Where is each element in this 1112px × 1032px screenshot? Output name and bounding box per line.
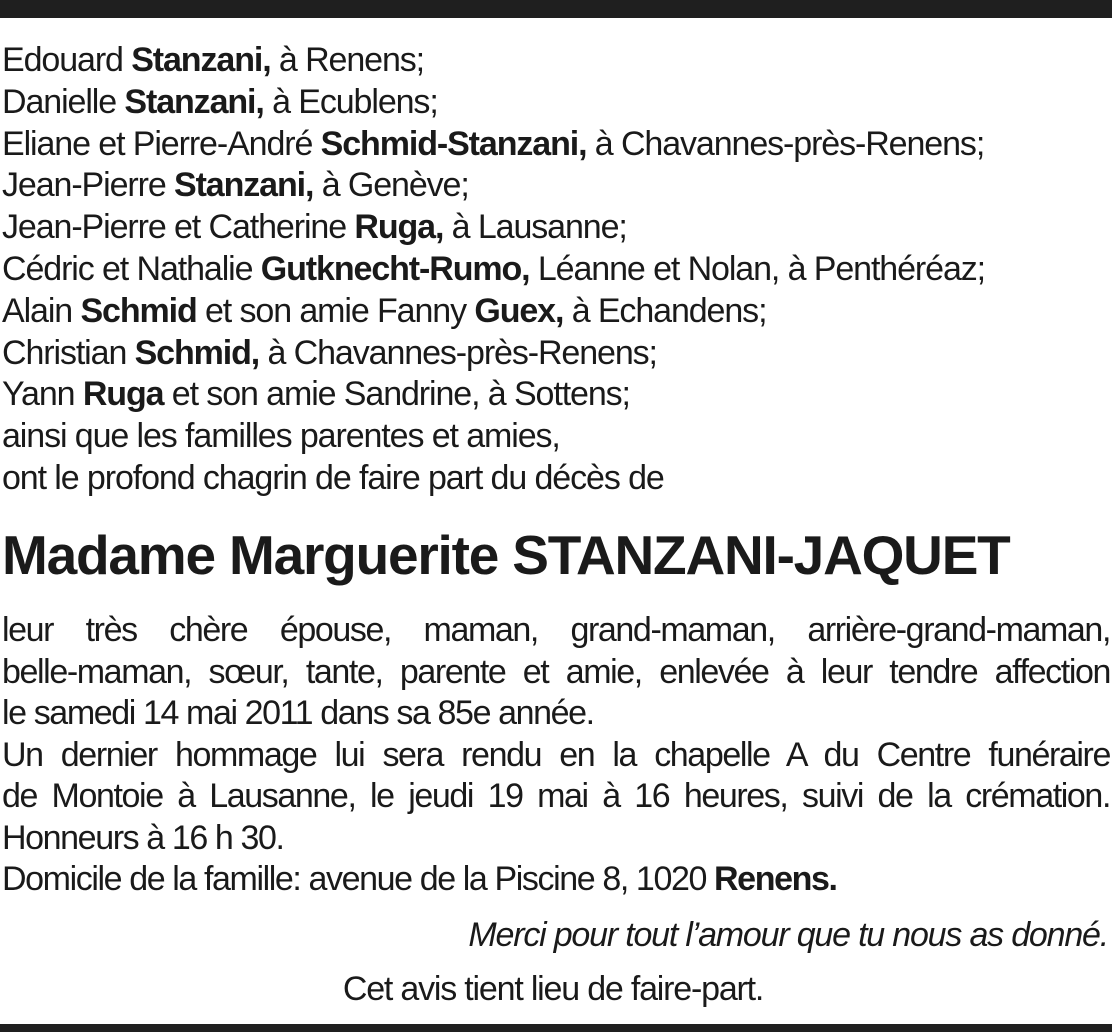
family-line-surname: Schmid-Stanzani, <box>320 124 587 163</box>
family-line-text: à Chavannes-près-Renens; <box>259 333 657 372</box>
family-line-surname: Gutknecht-Rumo, <box>260 249 530 288</box>
family-line <box>2 40 1110 82</box>
family-line-surname: Stanzani, <box>174 166 314 205</box>
notice-note <box>0 968 1112 1010</box>
family-line-text: Edouard <box>2 41 132 79</box>
body-line: Honneurs à 16 h 30. <box>2 818 284 857</box>
family-line <box>2 124 1110 166</box>
family-line-surname: Stanzani, <box>124 82 264 121</box>
deceased-name: Madame Marguerite STANZANI-JAQUET <box>2 524 1010 586</box>
family-line <box>2 458 1110 500</box>
family-line-text: à Echandens; <box>563 291 767 330</box>
notice-body <box>2 610 1110 901</box>
closing-quote: Merci pour tout l’amour que tu nous as donné. <box>468 916 1108 954</box>
family-line-text: Jean-Pierre et Catherine <box>2 208 355 247</box>
family-line-text: à Genève; <box>313 166 469 205</box>
family-line-text: Christian <box>2 333 135 372</box>
family-line <box>2 333 1110 375</box>
family-line-surname: Stanzani, <box>131 41 271 79</box>
family-line-text: ainsi que les familles parentes et amies, <box>2 417 560 456</box>
family-line <box>2 291 1110 333</box>
family-line-text: à Ecublens; <box>263 82 438 121</box>
body-line: le samedi 14 mai 2011 dans sa 85e année. <box>2 694 594 732</box>
family-line-text: et son amie Sandrine, à Sottens; <box>163 375 630 414</box>
body-line: leur très chère épouse, maman, grand-maman, arrière-grand-maman, <box>2 611 1110 649</box>
family-line-surname: Ruga, <box>354 208 444 247</box>
bottom-rule <box>0 1024 1112 1032</box>
body-line: Un dernier hommage lui sera rendu en la chapelle A du Centre funéraire <box>2 735 1110 774</box>
body-line: de Montoie à Lausanne, le jeudi 19 mai à 16 heures, suivi de la crémation. <box>2 777 1110 815</box>
family-line-text: ont le profond chagrin de faire part du décès de <box>2 458 664 497</box>
domicile-town: Renens. <box>714 860 837 898</box>
family-line-text: et son amie Fanny <box>196 291 475 330</box>
family-line-surname: Ruga <box>82 375 164 414</box>
family-line <box>2 165 1110 207</box>
family-line <box>2 374 1110 416</box>
family-line-text: Cédric et Nathalie <box>2 249 261 288</box>
family-line-text: Yann <box>2 375 83 414</box>
family-list <box>2 40 1110 500</box>
top-rule <box>0 0 1112 18</box>
family-line-text: Eliane et Pierre-André <box>2 124 321 163</box>
family-line <box>2 82 1110 124</box>
family-line-surname: Schmid <box>80 291 197 330</box>
family-line-surname: Schmid, <box>134 333 260 372</box>
notice-note-text: Cet avis tient lieu de faire-part. <box>342 970 764 1008</box>
family-line-text: à Renens; <box>270 41 425 79</box>
family-line-text: à Lausanne; <box>443 208 627 247</box>
domicile-text: Domicile de la famille: avenue de la Piscine 8, 1020 <box>2 860 715 898</box>
family-line-text: Léanne et Nolan, à Penthéréaz; <box>529 249 985 288</box>
family-line-text: à Chavannes-près-Renens; <box>586 124 985 163</box>
family-line-surname: Guex, <box>474 291 564 330</box>
body-line: belle-maman, sœur, tante, parente et amie, enlevée à leur tendre affection <box>2 652 1110 691</box>
family-line-text: Jean-Pierre <box>2 166 174 205</box>
family-line <box>2 416 1110 458</box>
domicile-line <box>2 859 1110 901</box>
family-line <box>2 207 1110 249</box>
family-line-text: Danielle <box>2 82 125 121</box>
family-line <box>2 249 1110 291</box>
family-line-text: Alain <box>2 291 81 330</box>
